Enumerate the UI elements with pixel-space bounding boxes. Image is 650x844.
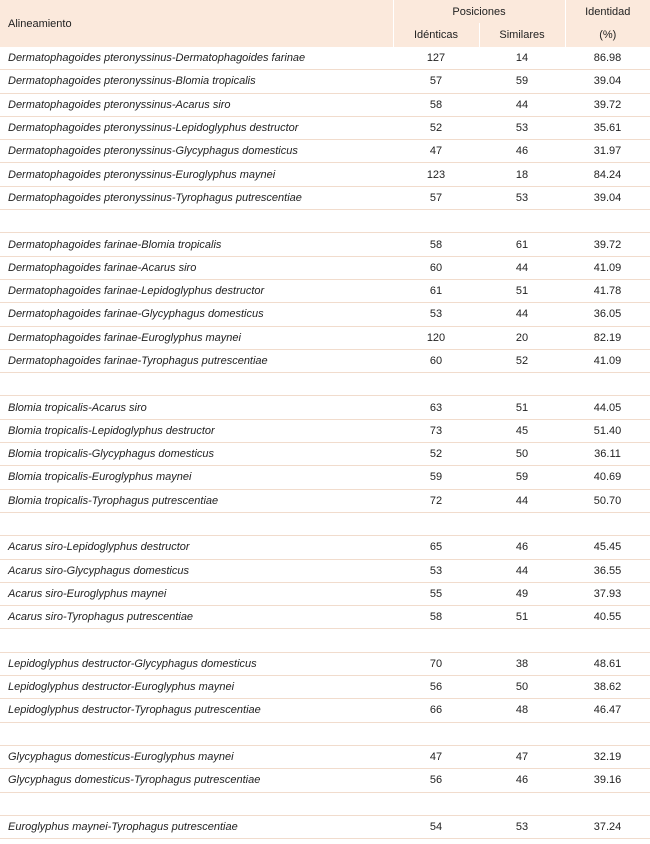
- table-row: [0, 279, 650, 302]
- table-row: [0, 233, 650, 256]
- similar-count-cell: [479, 210, 565, 233]
- alignment-name-cell: [0, 629, 393, 652]
- table-row: [0, 70, 650, 93]
- alignment-name-cell: Blomia tropicalis-Glycyphagus domesticus: [0, 443, 393, 466]
- alignment-name-cell: Dermatophagoides pteronyssinus-Dermatophagoides farinae: [0, 47, 393, 70]
- identical-count-cell: 53: [393, 303, 479, 326]
- table-row: [0, 419, 650, 442]
- alignment-name-cell: Blomia tropicalis-Lepidoglyphus destructor: [0, 419, 393, 442]
- identical-count-cell: 57: [393, 70, 479, 93]
- identical-count-cell: 120: [393, 326, 479, 349]
- table-row: [0, 489, 650, 512]
- alignment-name-cell: Euroglyphus maynei-Tyrophagus putrescentiae: [0, 815, 393, 838]
- table-row: [0, 582, 650, 605]
- identity-percent-cell: [565, 373, 650, 396]
- identity-percent-cell: 86.98: [565, 47, 650, 70]
- alignment-name-cell: Glycyphagus domesticus-Euroglyphus maynei: [0, 745, 393, 768]
- table-row: [0, 303, 650, 326]
- identity-percent-cell: 41.09: [565, 256, 650, 279]
- alignment-name-cell: Dermatophagoides pteronyssinus-Lepidoglyphus destructor: [0, 116, 393, 139]
- identical-count-cell: 55: [393, 582, 479, 605]
- similar-count-cell: 46: [479, 140, 565, 163]
- similar-count-cell: 48: [479, 699, 565, 722]
- similar-count-cell: 53: [479, 116, 565, 139]
- alignment-name-cell: Dermatophagoides farinae-Euroglyphus maynei: [0, 326, 393, 349]
- identical-count-cell: 58: [393, 606, 479, 629]
- table-row: [0, 699, 650, 722]
- identity-percent-cell: 51.40: [565, 419, 650, 442]
- identity-percent-cell: 36.05: [565, 303, 650, 326]
- identity-percent-cell: 39.04: [565, 70, 650, 93]
- similar-count-cell: 38: [479, 652, 565, 675]
- identity-percent-cell: 45.45: [565, 536, 650, 559]
- table-row: [0, 116, 650, 139]
- identical-count-cell: 63: [393, 396, 479, 419]
- alignment-name-cell: Blomia tropicalis-Euroglyphus maynei: [0, 466, 393, 489]
- identity-unit-header: (%): [565, 23, 650, 47]
- spacer-row: [0, 512, 650, 535]
- similar-count-cell: [479, 629, 565, 652]
- similar-count-cell: 46: [479, 769, 565, 792]
- identical-count-cell: 70: [393, 652, 479, 675]
- table-row: [0, 396, 650, 419]
- similar-count-cell: 51: [479, 606, 565, 629]
- spacer-row: [0, 722, 650, 745]
- similar-count-cell: 44: [479, 559, 565, 582]
- identity-percent-cell: 39.04: [565, 186, 650, 209]
- alignment-name-cell: [0, 792, 393, 815]
- alignment-name-cell: Acarus siro-Glycyphagus domesticus: [0, 559, 393, 582]
- identity-percent-cell: [565, 512, 650, 535]
- identity-percent-cell: 44.05: [565, 396, 650, 419]
- spacer-row: [0, 629, 650, 652]
- identity-percent-cell: [565, 792, 650, 815]
- identical-count-cell: 56: [393, 769, 479, 792]
- similar-count-cell: [479, 792, 565, 815]
- identity-percent-cell: 41.09: [565, 349, 650, 372]
- identical-count-cell: 60: [393, 256, 479, 279]
- identical-count-cell: [393, 629, 479, 652]
- alignment-name-cell: Blomia tropicalis-Tyrophagus putrescentiae: [0, 489, 393, 512]
- identical-count-cell: [393, 722, 479, 745]
- alignment-name-cell: Acarus siro-Lepidoglyphus destructor: [0, 536, 393, 559]
- identity-percent-cell: 39.72: [565, 233, 650, 256]
- similar-count-cell: [479, 373, 565, 396]
- identity-percent-cell: 39.16: [565, 769, 650, 792]
- similar-count-cell: 52: [479, 349, 565, 372]
- identity-percent-cell: 82.19: [565, 326, 650, 349]
- identical-count-cell: [393, 210, 479, 233]
- similar-count-cell: 18: [479, 163, 565, 186]
- similar-count-cell: 44: [479, 256, 565, 279]
- table-row: [0, 536, 650, 559]
- similar-count-cell: 51: [479, 279, 565, 302]
- identity-percent-cell: 38.62: [565, 676, 650, 699]
- identity-percent-cell: 31.97: [565, 140, 650, 163]
- alignment-name-cell: [0, 210, 393, 233]
- identical-count-cell: 59: [393, 466, 479, 489]
- similar-count-cell: 50: [479, 676, 565, 699]
- table-row: [0, 349, 650, 372]
- identical-count-cell: 61: [393, 279, 479, 302]
- table-row: [0, 676, 650, 699]
- identical-count-cell: [393, 373, 479, 396]
- identical-count-cell: 72: [393, 489, 479, 512]
- similar-count-cell: 50: [479, 443, 565, 466]
- similar-count-cell: 44: [479, 93, 565, 116]
- similar-count-cell: 59: [479, 70, 565, 93]
- alignment-name-cell: [0, 512, 393, 535]
- identical-count-cell: 60: [393, 349, 479, 372]
- table-row: [0, 769, 650, 792]
- table-row: [0, 186, 650, 209]
- table-row: [0, 466, 650, 489]
- identity-percent-cell: 41.78: [565, 279, 650, 302]
- identity-percent-cell: [565, 722, 650, 745]
- identical-count-cell: 52: [393, 443, 479, 466]
- positions-column-header: Posiciones: [393, 0, 565, 23]
- identical-count-cell: 52: [393, 116, 479, 139]
- alignment-name-cell: [0, 722, 393, 745]
- alignment-name-cell: Dermatophagoides pteronyssinus-Euroglyphus maynei: [0, 163, 393, 186]
- table-row: [0, 163, 650, 186]
- identity-percent-cell: 84.24: [565, 163, 650, 186]
- similar-count-cell: 45: [479, 419, 565, 442]
- alignment-name-cell: Acarus siro-Tyrophagus putrescentiae: [0, 606, 393, 629]
- table-row: [0, 256, 650, 279]
- alignment-name-cell: Lepidoglyphus destructor-Euroglyphus maynei: [0, 676, 393, 699]
- similar-column-header: Similares: [479, 23, 565, 47]
- alignment-name-cell: [0, 373, 393, 396]
- table-body: [0, 47, 650, 839]
- table-row: [0, 140, 650, 163]
- alignment-name-cell: Dermatophagoides farinae-Glycyphagus domesticus: [0, 303, 393, 326]
- table-row: [0, 606, 650, 629]
- table-row: [0, 815, 650, 838]
- similar-count-cell: 46: [479, 536, 565, 559]
- similar-count-cell: 47: [479, 745, 565, 768]
- similar-count-cell: 44: [479, 303, 565, 326]
- identical-count-cell: 58: [393, 233, 479, 256]
- similar-count-cell: 59: [479, 466, 565, 489]
- identity-percent-cell: 35.61: [565, 116, 650, 139]
- alignment-name-cell: Lepidoglyphus destructor-Glycyphagus domesticus: [0, 652, 393, 675]
- table-row: [0, 559, 650, 582]
- similar-count-cell: 53: [479, 815, 565, 838]
- identical-count-cell: 54: [393, 815, 479, 838]
- identical-count-cell: [393, 512, 479, 535]
- identity-percent-cell: 32.19: [565, 745, 650, 768]
- identity-percent-cell: [565, 629, 650, 652]
- identity-percent-cell: 40.55: [565, 606, 650, 629]
- identity-percent-cell: [565, 210, 650, 233]
- alignment-name-cell: Blomia tropicalis-Acarus siro: [0, 396, 393, 419]
- identical-count-cell: 66: [393, 699, 479, 722]
- identity-column-header: Identidad: [565, 0, 650, 23]
- identity-percent-cell: 39.72: [565, 93, 650, 116]
- identity-percent-cell: 40.69: [565, 466, 650, 489]
- alignment-name-cell: Dermatophagoides farinae-Acarus siro: [0, 256, 393, 279]
- table-row: [0, 652, 650, 675]
- identical-count-cell: 47: [393, 140, 479, 163]
- identical-count-cell: 73: [393, 419, 479, 442]
- table-row: [0, 93, 650, 116]
- alignment-name-cell: Dermatophagoides pteronyssinus-Glycyphagus domesticus: [0, 140, 393, 163]
- identical-count-cell: 127: [393, 47, 479, 70]
- spacer-row: [0, 373, 650, 396]
- identical-count-cell: 57: [393, 186, 479, 209]
- identical-count-cell: [393, 792, 479, 815]
- identity-percent-cell: 37.24: [565, 815, 650, 838]
- identical-count-cell: 56: [393, 676, 479, 699]
- identity-percent-cell: 36.11: [565, 443, 650, 466]
- alignment-name-cell: Lepidoglyphus destructor-Tyrophagus putrescentiae: [0, 699, 393, 722]
- alignment-name-cell: Dermatophagoides farinae-Tyrophagus putrescentiae: [0, 349, 393, 372]
- spacer-row: [0, 792, 650, 815]
- alignment-name-cell: Dermatophagoides farinae-Lepidoglyphus destructor: [0, 279, 393, 302]
- similar-count-cell: 14: [479, 47, 565, 70]
- identical-count-cell: 65: [393, 536, 479, 559]
- alignment-name-cell: Acarus siro-Euroglyphus maynei: [0, 582, 393, 605]
- identical-count-cell: 53: [393, 559, 479, 582]
- alignment-name-cell: Dermatophagoides pteronyssinus-Blomia tropicalis: [0, 70, 393, 93]
- similar-count-cell: 44: [479, 489, 565, 512]
- similar-count-cell: [479, 722, 565, 745]
- identity-percent-cell: 48.61: [565, 652, 650, 675]
- alignment-name-cell: Dermatophagoides pteronyssinus-Acarus siro: [0, 93, 393, 116]
- alignment-column-header: Alineamiento: [0, 0, 393, 47]
- table-row: [0, 47, 650, 70]
- alignment-name-cell: Dermatophagoides pteronyssinus-Tyrophagus putrescentiae: [0, 186, 393, 209]
- similar-count-cell: 61: [479, 233, 565, 256]
- alignment-name-cell: Dermatophagoides farinae-Blomia tropicalis: [0, 233, 393, 256]
- alignment-name-cell: Glycyphagus domesticus-Tyrophagus putrescentiae: [0, 769, 393, 792]
- similar-count-cell: [479, 512, 565, 535]
- spacer-row: [0, 210, 650, 233]
- similar-count-cell: 51: [479, 396, 565, 419]
- identical-count-cell: 58: [393, 93, 479, 116]
- identity-percent-cell: 50.70: [565, 489, 650, 512]
- similar-count-cell: 53: [479, 186, 565, 209]
- table-header: [0, 0, 650, 47]
- table-row: [0, 326, 650, 349]
- table-row: [0, 745, 650, 768]
- identical-column-header: Idénticas: [393, 23, 479, 47]
- identity-percent-cell: 46.47: [565, 699, 650, 722]
- identity-percent-cell: 37.93: [565, 582, 650, 605]
- similar-count-cell: 49: [479, 582, 565, 605]
- identical-count-cell: 47: [393, 745, 479, 768]
- table-row: [0, 443, 650, 466]
- similar-count-cell: 20: [479, 326, 565, 349]
- identity-percent-cell: 36.55: [565, 559, 650, 582]
- identical-count-cell: 123: [393, 163, 479, 186]
